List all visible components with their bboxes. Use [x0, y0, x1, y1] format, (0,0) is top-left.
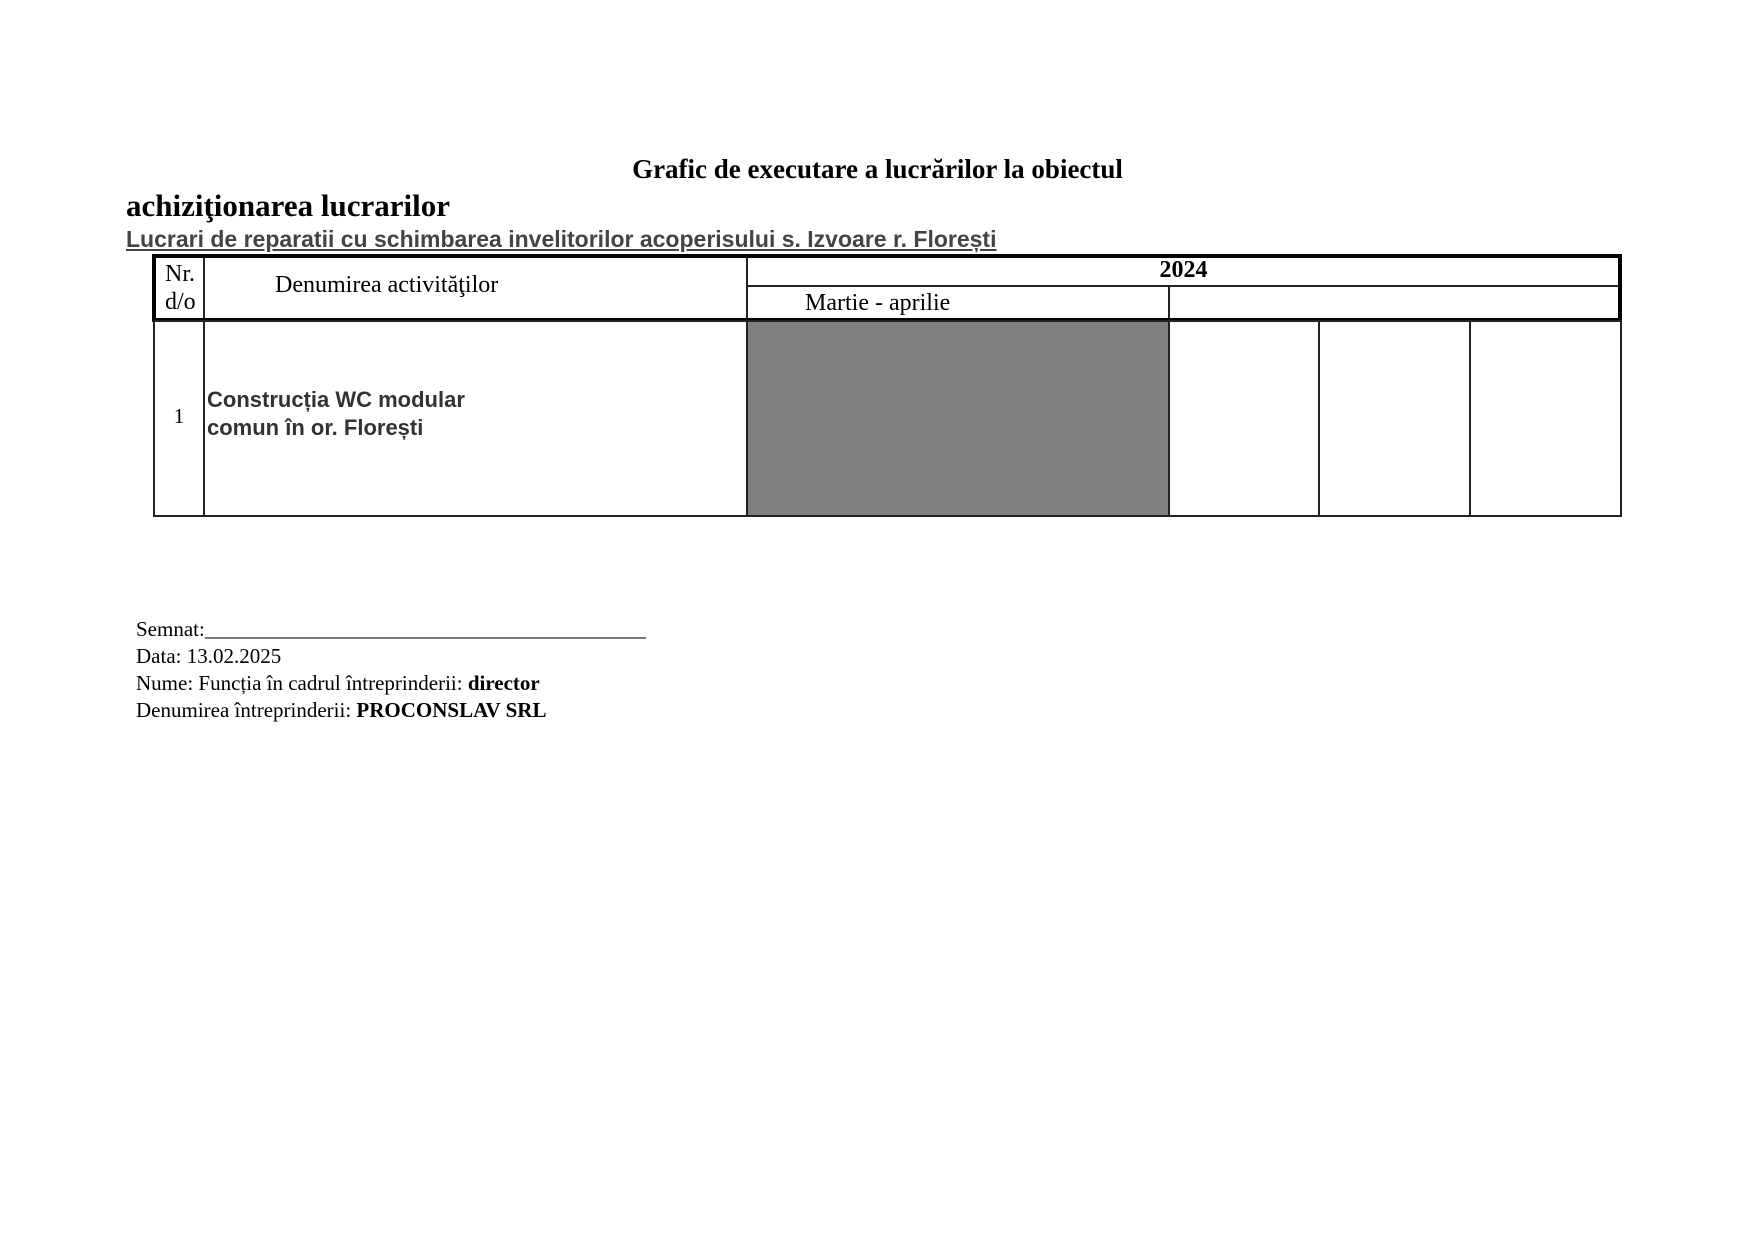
header-border-left — [152, 254, 156, 322]
header-year-label: 2024 — [1159, 257, 1208, 283]
document-title: Grafic de executare a lucrărilor la obiectul — [632, 154, 1123, 184]
position-label: Nume: Funcția în cadrul întreprinderii: — [136, 671, 468, 695]
header-period-label: Martie - aprilie — [805, 290, 951, 316]
row-empty-cell-1 — [1168, 320, 1320, 517]
signature-underline: __________________________________________ — [204, 617, 646, 641]
position-line — [136, 670, 646, 697]
company-value: PROCONSLAV SRL — [356, 698, 547, 722]
signature-label: Semnat: — [136, 617, 205, 641]
header-empty-cell — [1168, 285, 1621, 322]
header-nr-line1: Nr. — [165, 261, 195, 287]
row-empty-cell-3 — [1469, 320, 1622, 517]
company-line — [136, 697, 646, 724]
row-empty-cell-2 — [1318, 320, 1471, 517]
row-activity — [207, 386, 465, 442]
row-nr: 1 — [173, 404, 185, 428]
position-value: director — [467, 671, 540, 695]
header-activity-label: Denumirea activităţilor — [275, 272, 499, 298]
signature-block — [136, 616, 646, 724]
header-nr-label — [165, 260, 196, 316]
row-activity-line2: comun în or. Florești — [207, 415, 424, 440]
header-nr-line2: d/o — [165, 289, 196, 315]
signature-line — [136, 616, 646, 643]
row-gantt-bar — [746, 320, 1170, 517]
date-line: Data: 13.02.2025 — [136, 644, 282, 668]
object-name: Lucrari de reparatii cu schimbarea invelitorilor acoperisului s. Izvoare r. Florești — [126, 226, 997, 252]
row-activity-line1: Construcția WC modular — [207, 387, 465, 412]
document-subtitle: achiziţionarea lucrarilor — [126, 188, 450, 223]
company-label: Denumirea întreprinderii: — [136, 698, 357, 722]
